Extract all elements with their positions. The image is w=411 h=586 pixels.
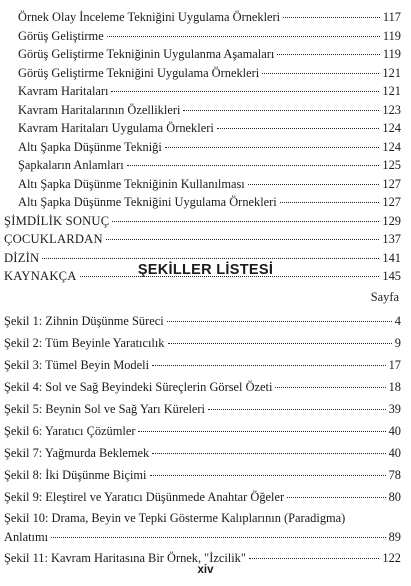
toc-entry-page: 127 [382,195,401,209]
figure-page: 89 [388,530,401,544]
figure-page: 4 [394,314,401,328]
dot-leader [283,17,380,18]
figures-heading: ŞEKİLLER LİSTESİ [137,262,274,278]
figure-entry [4,420,401,442]
dot-leader [51,537,386,538]
toc-entry-title: Altı Şapka Düşünme Tekniği [18,139,162,154]
figure-title: Şekil 1: Zihnin Düşünme Süreci [4,314,164,328]
toc-entry [18,64,401,83]
dot-leader [138,431,385,432]
figure-entry [4,332,401,354]
toc-entry-title: Kavram Haritalarının Özellikleri [18,102,181,117]
figure-title-line2: Anlatımı [4,530,49,544]
figure-title: Şekil 2: Tüm Beyinle Yaratıcılık [4,336,165,350]
toc-entry-page: 117 [382,10,401,24]
dot-leader [183,110,379,111]
toc-entry-page: 129 [382,213,401,228]
figure-entry [4,310,401,332]
dot-leader [262,73,379,74]
figure-page: 9 [394,336,401,350]
figure-page: 122 [382,551,401,565]
toc-entry [18,27,401,46]
page-column-label: Sayfa [370,290,399,304]
dot-leader [42,258,379,259]
toc-entry-page: 124 [382,139,401,154]
toc-entry-title: DİZİN [4,250,40,265]
figure-page: 80 [388,490,401,504]
dot-leader [249,558,379,559]
figure-title: Şekil 8: İki Düşünme Biçimi [4,468,147,482]
figure-entry [4,354,401,376]
toc-entry-title: Altı Şapka Düşünme Tekniğini Uygulama Örnekleri [18,195,277,209]
figure-title: Şekil 3: Tümel Beyin Modeli [4,358,150,372]
dot-leader [152,365,386,366]
toc-entry-title: Görüş Geliştirme Tekniğinin Uygulanma Aşamaları [18,47,275,61]
figure-page: 17 [388,358,401,372]
dot-leader [165,147,380,148]
dot-leader [167,321,392,322]
toc-entry-page: 141 [382,250,401,265]
toc-entry-title: Kavram Haritaları [18,84,109,98]
dot-leader [275,387,385,388]
dot-leader [277,54,380,55]
figure-page: 39 [388,402,401,416]
toc-entry-title: Görüş Geliştirme Tekniğini Uygulama Örnekleri [18,65,260,80]
toc-entry [18,193,401,212]
figure-entry [4,486,401,508]
toc-entry-title: KAYNAKÇA [4,269,77,283]
toc-entry [18,138,401,157]
figure-page: 40 [388,424,401,438]
toc-entry-title: Altı Şapka Düşünme Tekniğinin Kullanılması [18,176,245,191]
toc-entry-page: 125 [382,158,401,172]
toc-entry [18,101,401,120]
toc-entry [18,175,401,194]
figure-entry [4,464,401,486]
dot-leader [280,202,380,203]
toc-entry-title: Kavram Haritaları Uygulama Örnekleri [18,121,214,135]
dot-leader [107,36,380,37]
dot-leader [168,343,392,344]
dot-leader [208,409,386,410]
figure-page: 40 [388,446,401,460]
toc-entry-page: 121 [382,65,401,80]
dot-leader [152,453,385,454]
dot-leader [248,184,380,185]
toc-entry [18,119,401,138]
dot-leader [112,221,379,222]
page-number-footer: xiv [197,564,214,576]
figure-title: Şekil 9: Eleştirel ve Yaratıcı Düşünmede Anahtar Öğeler [4,490,285,504]
figure-title-continuation [4,527,401,547]
toc-entry-title: ŞİMDİLİK SONUÇ [4,213,110,228]
toc-entry-page: 145 [382,269,401,283]
figure-title: Şekil 6: Yaratıcı Çözümler [4,424,136,438]
toc-entry-chapter [4,212,401,231]
toc-entry-page: 119 [382,47,401,61]
dot-leader [127,165,380,166]
figure-entry [4,442,401,464]
toc-entry [18,156,401,175]
toc-entry-chapter [4,230,401,249]
toc-entry [18,82,401,101]
toc-entry-page: 137 [382,232,401,246]
figures-list [0,310,411,569]
toc-entry-title: Görüş Geliştirme [18,28,104,43]
figure-title: Şekil 4: Sol ve Sağ Beyindeki Süreçlerin Görsel Özeti [4,380,273,394]
dot-leader [287,497,386,498]
dot-leader [150,475,386,476]
figure-title: Şekil 5: Beynin Sol ve Sağ Yarı Küreleri [4,402,205,416]
dot-leader [111,91,379,92]
toc-entry-title: ÇOCUKLARDAN [4,232,103,246]
toc-entry-title: Şapkaların Anlamları [18,158,124,172]
figure-title: Şekil 10: Drama, Beyin ve Tepki Gösterme Kalıplarının (Paradigma) [4,511,346,525]
dot-leader [217,128,380,129]
figure-title: Şekil 11: Kavram Haritasına Bir Örnek, "İzcilik" [4,551,246,565]
toc-entry-page: 123 [382,102,401,117]
toc-entry-page: 124 [382,121,401,135]
toc-entry-page: 119 [382,28,401,43]
figure-page: 78 [388,468,401,482]
toc-entry-page: 127 [382,176,401,191]
toc-entry-title: Örnek Olay İnceleme Tekniğini Uygulama Örnekleri [18,10,281,24]
figure-title: Şekil 7: Yağmurda Beklemek [4,446,150,460]
toc-list [0,8,411,286]
figure-entry [4,510,401,547]
toc-entry [18,8,401,27]
figure-page: 18 [388,380,401,394]
toc-entry-page: 121 [382,84,401,98]
figure-entry [4,376,401,398]
figure-entry [4,398,401,420]
dot-leader [106,239,380,240]
toc-entry [18,45,401,64]
